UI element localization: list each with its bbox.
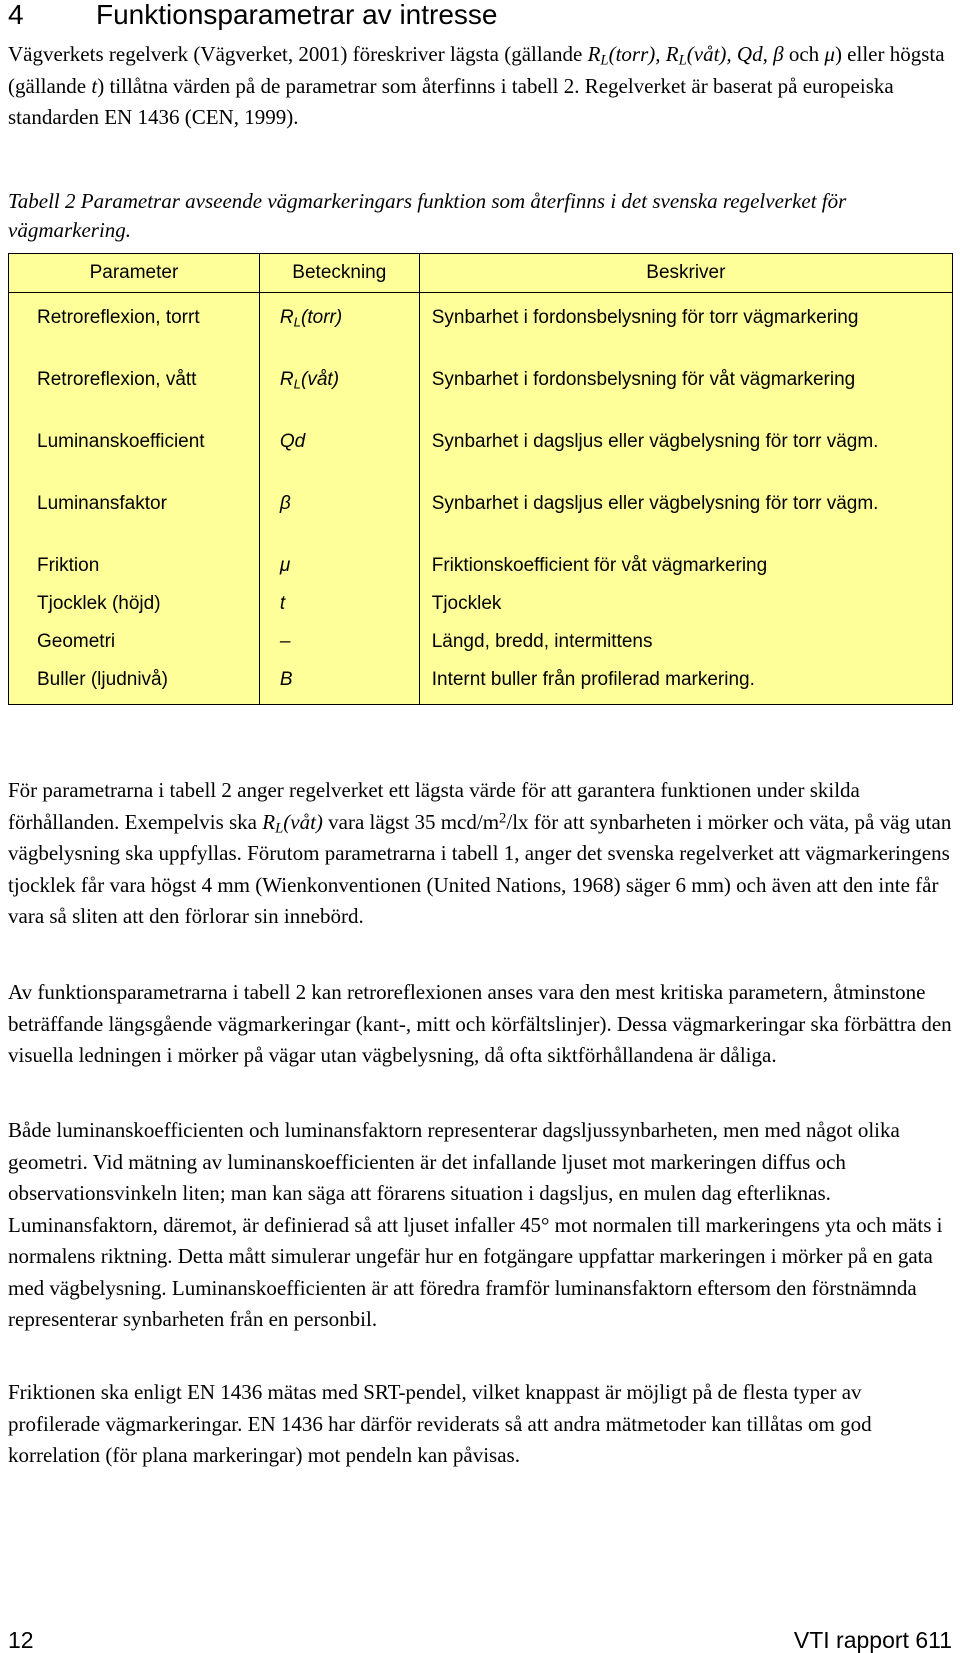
body-paragraph-4: Friktionen ska enligt EN 1436 mätas med SRT-pendel, vilket knappast är möjligt på de flesta typer av profilerade vägmarkeringar. EN 1436 har därför reviderats så att andra mätmetoder kan tillåtas om god korrelation (för plana markeringar) mot pendeln kan påvisas. [8,1380,872,1467]
param-cell: Tjocklek (höjd) [9,581,260,619]
header-beskriver: Beskriver [419,254,952,293]
table-header-row [9,254,953,293]
intro-paragraph: Vägverkets regelverk (Vägverket, 2001) föreskriver lägsta (gällande $R_L(torr)$, $R_L(våt)$, Qd, β och μ) eller högsta (gällande t) tillåtna värden på de parametrar som återfinns i tabell 2. Regelverket är baserat på europeiska standarden EN 1436 (CEN, 1999). [8,42,945,129]
symbol-qd: Qd [736,42,763,66]
table-row [9,419,953,481]
table-row [9,543,953,581]
description-cell: Synbarhet i fordonsbelysning för torr vägmarkering [419,293,952,357]
table-row [9,657,953,705]
header-beteckning: Beteckning [259,254,419,293]
table-row [9,619,953,657]
symbol-cell: t [259,581,419,619]
description-cell: Tjocklek [419,581,952,619]
symbol-cell: β [259,481,419,543]
symbol-cell: B [259,657,419,705]
intro-text-1: Vägverkets regelverk (Vägverket, 2001) föreskriver lägsta (gällande [8,42,588,66]
description-cell: Synbarhet i dagsljus eller vägbelysning för torr vägm. [419,481,952,543]
description-cell: Internt buller från profilerad markering. [419,657,952,705]
body-paragraph-1: För parametrarna i tabell 2 anger regelverket ett lägsta värde för att garantera funktionen under skilda förhållanden. Exempelvis ska $R_L(våt)$ vara lägst 35 mcd/$m^2/lx$ för att synbarheten i mörker och väta, på väg utan vägbelysning ska uppfyllas. Förutom parametrarna i tabell 1, anger det svenska regelverket att vägmarkeringens tjocklek får vara högst 4 mm (Wienkonventionen (United Nations, 1968) säger 6 mm) och även att den inte får vara så sliten att den förlorar sin innebörd. [8,778,952,928]
section-title: Funktionsparametrar av intresse [96,0,498,30]
symbol-rl-torr: $R_L(torr)$, $R_L(våt)$, [587,42,732,69]
page-number: 12 [8,1627,34,1653]
description-cell: Synbarhet i fordonsbelysning för våt vägmarkering [419,357,952,419]
parameter-table [8,253,953,705]
symbol-mu: μ [824,42,835,66]
intro-text-2: ) eller högsta (gällande [8,42,945,98]
body-paragraph-2: Av funktionsparametrarna i tabell 2 kan retroreflexionen anses vara den mest kritiska parametern, åtminstone beträffande längsgående vägmarkeringar (kant-, mitt och körfältslinjer). Dessa vägmarkeringar ska förbättra den visuella ledningen i mörker på vägar utan vägbelysning, då ofta siktförhållandena är dåliga. [8,980,952,1067]
description-cell: Friktionskoefficient för våt vägmarkering [419,543,952,581]
header-parameter: Parameter [9,254,260,293]
param-cell: Buller (ljudnivå) [9,657,260,705]
description-cell: Synbarhet i dagsljus eller vägbelysning för torr vägm. [419,419,952,481]
symbol-beta: , β [762,42,784,66]
body-paragraph-3: Både luminanskoefficienten och luminansfaktorn representerar dagsljussynbarheten, men med något olika geometri. Vid mätning av luminanskoefficienten är det infallande ljuset mot markeringen diffus och observationsvinkeln liten; man kan säga att förarens situation i dagsljus, en mulen dag efterliknas. Luminansfaktorn, däremot, är definierad så att ljuset infaller 45° mot normalen till markeringens yta och mäts i normalens riktning. Detta mått simulerar ungefär hur en fotgängare uppfattar markeringen i mörker på en gata med vägbelysning. Luminanskoefficienten är att föredra framför luminansfaktorn eftersom den förstnämnda representerar synbarheten från en personbil. [8,1118,943,1331]
intro-text-3: ) tillåtna värden på de parametrar som återfinns i tabell 2. Regelverket är baserat på europeiska standarden EN 1436 (CEN, 1999). [8,73,894,129]
table-row [9,481,953,543]
symbol-cell: – [259,619,419,657]
param-cell: Retroreflexion, torrt [9,293,260,357]
symbol-cell: $R_L(våt)$ [259,357,419,419]
table-row [9,581,953,619]
section-number: 4 [8,0,24,30]
param-cell: Luminansfaktor [9,481,260,543]
param-cell: Retroreflexion, vått [9,357,260,419]
symbol-cell: Qd [259,419,419,481]
symbol-cell: μ [259,543,419,581]
param-cell: Luminanskoefficient [9,419,260,481]
section-heading [8,0,498,30]
param-cell: Friktion [9,543,260,581]
table-caption: Tabell 2 Parametrar avseende vägmarkeringars funktion som återfinns i det svenska regelverket för vägmarkering. [8,189,847,242]
table-row [9,357,953,419]
table-row [9,293,953,357]
description-cell: Längd, bredd, intermittens [419,619,952,657]
param-cell: Geometri [9,619,260,657]
report-name: VTI rapport 611 [793,1627,952,1653]
symbol-t: t [91,73,98,98]
symbol-cell: $R_L(torr)$ [259,293,419,357]
